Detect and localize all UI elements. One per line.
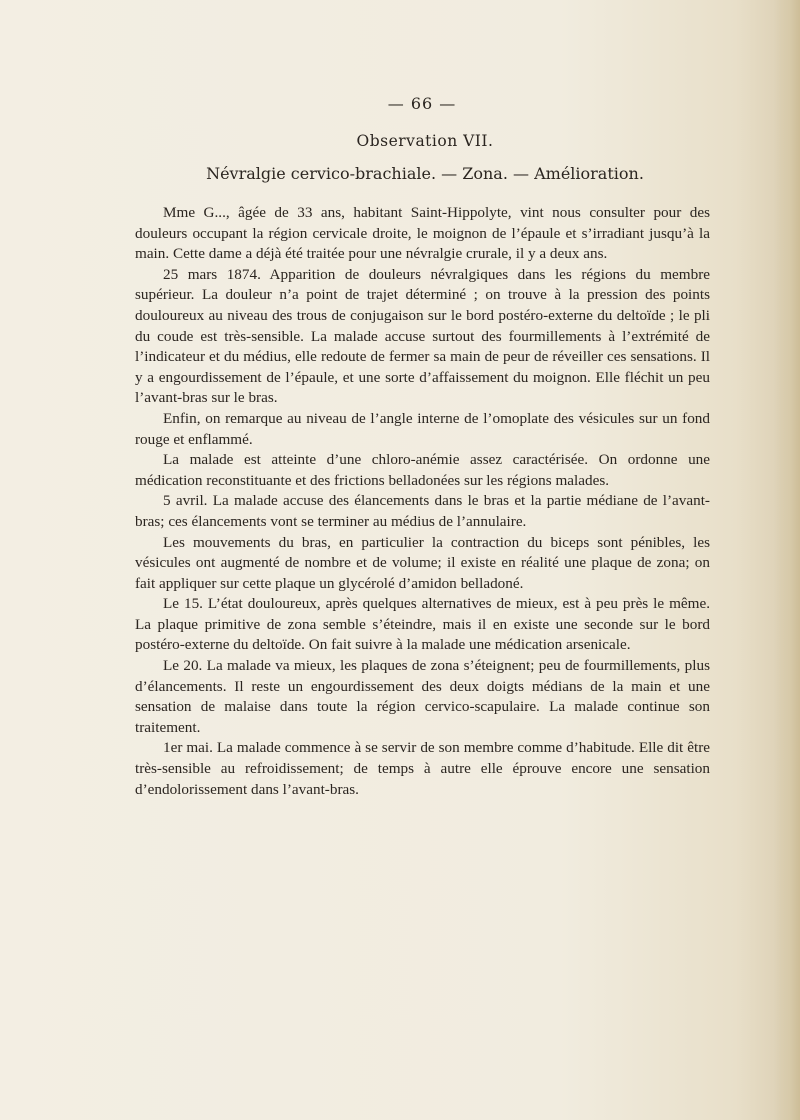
paragraph: La malade est atteinte d’une chloro-anémie assez caractérisée. On ordonne une médication reconstituante et des frictions belladonées sur les régions malades. xyxy=(135,451,710,489)
paragraph: 5 avril. La malade accuse des élancements dans le bras et la partie médiane de l’avant-bras; ces élancements vont se terminer au médius de l’annulaire. xyxy=(135,492,710,530)
paragraph: 25 mars 1874. Apparition de douleurs névralgiques dans les régions du membre supérieur. La douleur n’a point de trajet déterminé ; on trouve à la pression des points douloureux au niveau des trous de conjugaison sur le bord postéro-externe du deltoïde ; le pli du coude est très-sensible. La malade accuse surtout des fourmillements à l’extrémité de l’indicateur et du médius, elle redoute de fermer sa main de peur de réveiller ces sensations. Il y a engourdissement de l’épaule, et une sorte d’affaissement du moignon. Elle fléchit un peu l’avant-bras sur le bras. xyxy=(135,265,710,407)
page-edge-shadow xyxy=(774,0,800,1120)
page-number: — 66 — xyxy=(387,94,457,113)
paragraph: Les mouvements du bras, en particulier la contraction du biceps sont pénibles, les vésicules ont augmenté de nombre et de volume; il existe en réalité une plaque de zona; on fait appliquer sur cette plaque un glycérolé d’amidon belladoné. xyxy=(135,533,710,592)
observation-title: Observation VII. xyxy=(356,132,494,150)
paragraph: Le 15. L’état douloureux, après quelques alternatives de mieux, est à peu près le même. La plaque primitive de zona semble s’éteindre, mais il en existe une seconde sur le bord postéro-externe du deltoïde. On fait suivre à la malade une médication arsenicale. xyxy=(135,595,710,654)
paragraph: Le 20. La malade va mieux, les plaques de zona s’éteignent; peu de fourmillements, plus d’élancements. Il reste un engourdissement des deux doigts médians de la main et une sensation de malaise dans toute la région cervico-scapulaire. La malade continue son traitement. xyxy=(135,657,710,736)
body-text xyxy=(135,203,710,800)
paragraph: 1er mai. La malade commence à se servir de son membre comme d’habitude. Elle dit être très-sensible au refroidissement; de temps à autre elle éprouve encore une sensation d’endolorissement dans l’avant-bras. xyxy=(135,739,710,798)
observation-subtitle: Névralgie cervico-brachiale. — Zona. — Amélioration. xyxy=(206,164,644,183)
paragraph: Mme G..., âgée de 33 ans, habitant Saint-Hippolyte, vint nous consulter pour des douleurs occupant la région cervicale droite, le moignon de l’épaule et s’irradiant jusqu’à la main. Cette dame a déjà été traitée pour une névralgie crurale, il y a deux ans. xyxy=(135,204,710,263)
paragraph: Enfin, on remarque au niveau de l’angle interne de l’omoplate des vésicules sur un fond rouge et enflammé. xyxy=(135,409,710,448)
